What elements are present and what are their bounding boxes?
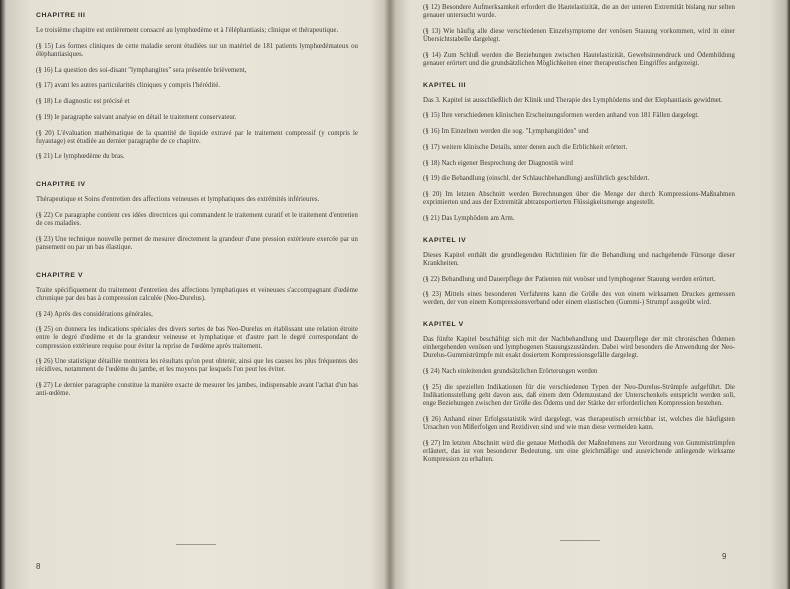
left-page	[36, 12, 358, 589]
paragraph: (§ 21) Le lymphœdème du bras.	[36, 153, 125, 161]
paragraph: (§ 24) Après des considérations générales,	[36, 310, 153, 318]
paragraph: (§ 26) Une statistique détaillée montrera les résultats qu'on peut obtenir, ainsi que les causes les plus fréquentes des récidives, notamment de l'œdème du jambe, et les moyens par lesquels l'on peut les éviter.	[36, 358, 358, 374]
footer-rule	[560, 540, 600, 541]
paragraph: (§ 27) Im letzten Abschnitt wird die genaue Methodik der Maßnehmens zur Verordnung von Gummistrümpfen erläutert, das ist von besonderer Bedeutung, um eine gleichmäßige und ausreichende anliegende wirksame Kompression zu erhalten.	[423, 439, 735, 463]
paragraph: (§ 27) Le dernier paragraphe constitue la manière exacte de mesurer les jambes, indispensable avant l'achat d'un bas anti-œdème.	[36, 382, 358, 398]
paragraph: (§ 17) weitere klinische Details, unter denen auch die Erblichkeit erörtert.	[423, 143, 628, 151]
chapter-heading: CHAPITRE IV	[36, 181, 86, 189]
paragraph: (§ 17) avant les autres particularités cliniques y compris l'hérédité.	[36, 82, 221, 90]
paragraph: Dieses Kapitel enthält die grundlegenden Richtlinien für die Behandlung und nachgehende Fürsorge dieser Krankheiten.	[423, 251, 735, 267]
paragraph: Das 3. Kapitel ist ausschließlich der Klinik und Therapie des Lymphödems und der Elephantiasis gewidmet.	[423, 96, 723, 104]
paragraph: (§ 16) La question des soi-disant "lymphangites" sera présentée brièvement,	[36, 66, 247, 74]
paragraph: (§ 18) Le diagnostic est précisé et	[36, 98, 130, 106]
paragraph: (§ 26) Anhand einer Erfolgsstatistik wird dargelegt, was therapeutisch erreichbar ist, welches die häufigsten Ursachen von Mißerfolgen und Rezidiven sind und wie man diese vermeiden kann.	[423, 415, 735, 431]
paragraph: Le troisième chapitre est entièrement consacré au lymphœdème et à l'éléphantiasis; clinique et thérapeutique.	[36, 27, 339, 35]
paragraph: (§ 23) Mittels eines besonderen Verfahrens kann die Größe des von einem wirksamen Druckes gemessen werden, der von einem Kompressionsverband oder einem elastischen (Gummi-) Strumpf ausgeübt wird.	[423, 291, 735, 307]
page-number: 8	[36, 562, 41, 571]
paragraph: (§ 13) Wie häufig alle diese verschiedenen Einzelsymptome der venösen Stauung vorkommen, wird in einer Übersichtstabelle dargelegt.	[423, 27, 735, 43]
paragraph: (§ 18) Nach eigener Besprechung der Diagnostik wird	[423, 159, 573, 167]
paragraph: (§ 25) die speziellen Indikationen für die verschiedenen Typen der Neo-Durelus-Strümpfe aufgeführt. Die Indikationsstellung geht davon aus, daß einem dem Ödemzustand der Unterschenkels entspricht werden soll, enge Beziehungen zwischen der Größe des Ödems und der Stärke der erforderlichen Kompression bestehen.	[423, 383, 735, 408]
chapter-heading: CHAPITRE III	[36, 12, 86, 19]
page-number: 9	[722, 552, 727, 561]
paragraph: (§ 16) Im Einzelnen werden die sog. "Lymphangitiden" und	[423, 128, 589, 136]
chapter-heading: KAPITEL III	[423, 81, 467, 89]
paragraph: (§ 15) Les formes cliniques de cette maladie seront étudiées sur un matériel de 181 patients lymphœdémateux ou éléphantiasiques.	[36, 42, 358, 58]
paragraph: (§ 19) die Behandlung (einschl. der Schlauchbehandlung) ausführlich geschildert.	[423, 175, 650, 183]
paragraph: Das fünfte Kapitel beschäftigt sich mit der Nachbehandlung und Dauerpflege der mit chronischen Ödemen einhergehenden venösen und lymphogenen Stauungszuständen. Dabei wird besonders die Anwendung der Neo-Durelus-Gummistrümpfe mit exakt dosiertem Kompressionsgefälle dargelegt.	[423, 336, 735, 360]
footer-rule	[176, 544, 216, 545]
right-page	[423, 4, 735, 589]
paragraph: (§ 15) Ihre verschiedenen klinischen Erscheinungsformen werden anhand von 181 Fällen dargelegt.	[423, 112, 700, 120]
paragraph: (§ 19) le paragraphe suivant analyse en détail le traitement conservateur.	[36, 113, 237, 121]
paragraph: Traite spécifiquement du traitement d'entretien des affections lymphatiques et veineuses s'accompagnant d'œdème chronique par des bas à compression calculée (Neo-Durelus).	[36, 286, 358, 302]
paragraph: Thérapeutique et Soins d'entretien des affections veineuses et lymphatiques des extrémités inférieures.	[36, 196, 320, 204]
chapter-heading: CHAPITRE V	[36, 271, 84, 279]
paragraph: (§ 25) on donnera les indications spéciales des divers sortes de bas Neo-Durelus en établissant une relation étroite entre le degré d'œdème et de la grandeur veineuse et lymphatique et d'autre part le degré correspondant de compression extérieure requise pour éviter la reprise de l'œdème après traitement.	[36, 326, 358, 350]
paragraph: (§ 22) Ce paragraphe contient ces idées directrices qui commandent le traitement curatif et le traitement d'entretien de ces maladies.	[36, 211, 358, 228]
paragraph: (§ 20) L'évaluation mathématique de la quantité de liquide extravé par le traitement compressif (y compris le fuyautage) est étudiée au dernier paragraphe de ce chapitre.	[36, 129, 358, 145]
paragraph: (§ 23) Une technique nouvelle permet de mesurer directement la grandeur d'une pression extérieure exercée par un pansement ou par un bas élastique.	[36, 235, 358, 251]
paragraph: (§ 21) Das Lymphödem am Arm.	[423, 214, 515, 222]
chapter-heading: KAPITEL V	[423, 321, 464, 329]
chapter-heading: KAPITEL IV	[423, 236, 467, 244]
paragraph: (§ 24) Nach einleitenden grundsätzlichen Erörterungen werden	[423, 368, 598, 376]
paragraph: (§ 22) Behandlung und Dauerpflege der Patienten mit venöser und lymphogener Stauung werden erörtert.	[423, 275, 716, 283]
paragraph: (§ 12) Besondere Aufmerksamkeit erfordert die Hautelastizität, die an der unteren Extremität bislang nur selten genauer untersucht wurde.	[423, 4, 735, 20]
paragraph: (§ 20) Im letzten Abschnitt werden Berechnungen über die Menge der durch Kompressions-Maßnahmen exprimierten und aus der Extremität abtransportierten Flüssigkeitsmenge angestellt.	[423, 190, 735, 207]
paragraph: (§ 14) Zum Schluß werden die Beziehungen zwischen Hautelastizität, Gewebsinnendruck und Ödembildung genauer erörtert und die grundsätzlichen Möglichkeiten einer therapeutischen Eingriffes aufgezeigt.	[423, 51, 735, 67]
